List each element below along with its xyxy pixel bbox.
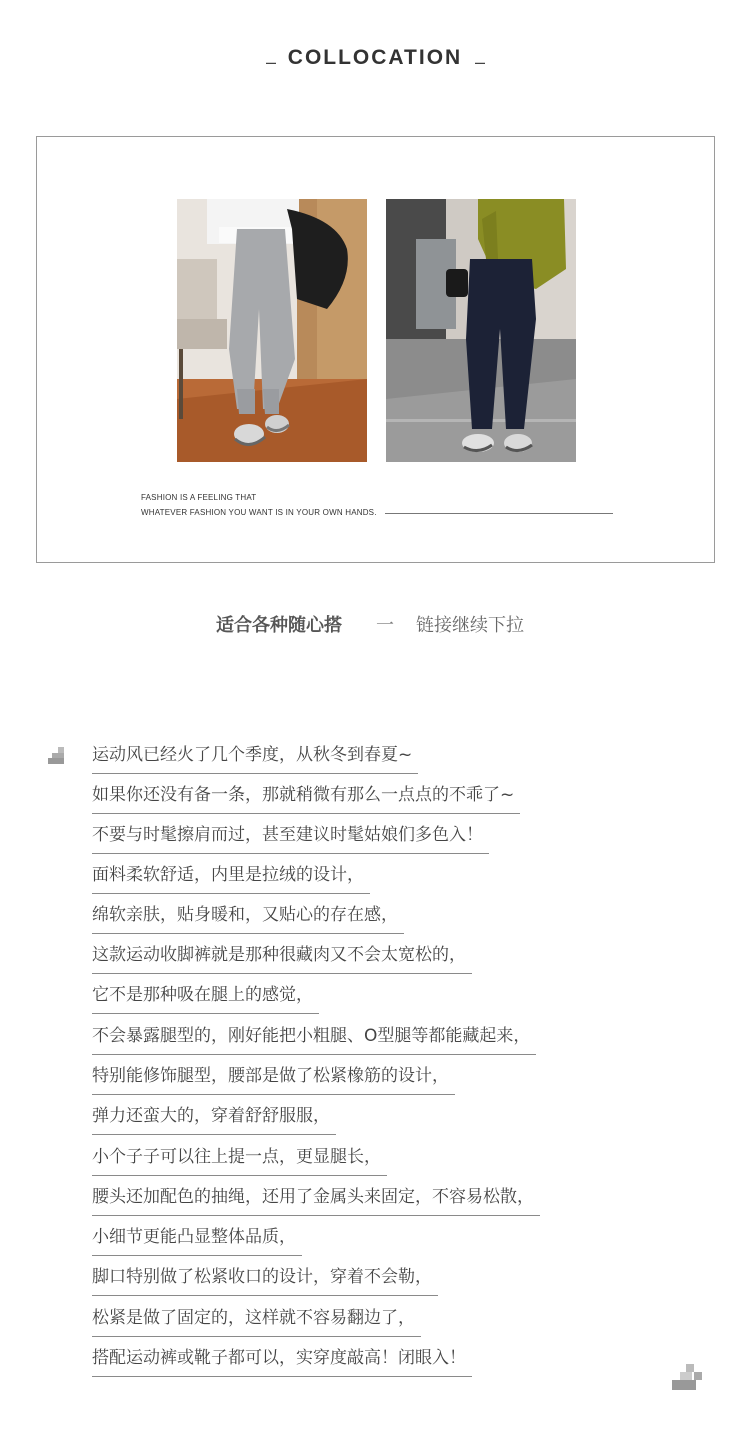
description-line: 特别能修饰腿型，腰部是做了松紧橡筋的设计， (92, 1063, 455, 1095)
fashion-quote-line-2: WHATEVER FASHION YOU WANT IS IN YOUR OWN HANDS. (141, 508, 377, 517)
description-line: 小个子子可以往上提一点，更显腿长， (92, 1144, 387, 1176)
black-jogger-photo (386, 199, 576, 462)
divider-line (385, 513, 613, 514)
pixel-stairs-icon (672, 1364, 704, 1392)
collocation-frame (36, 136, 715, 563)
description-line: 弹力还蛮大的，穿着舒舒服服， (92, 1103, 336, 1135)
subtitle-separator: 一 (376, 615, 394, 636)
description-line: 如果你还没有备一条，那就稍微有那么一点点的不乖了~ (92, 782, 520, 814)
description-line: 不要与时髦擦肩而过，甚至建议时髦姑娘们多色入！ (92, 822, 489, 854)
subtitle-left: 适合各种随心搭 (216, 615, 342, 636)
description-line: 这款运动收脚裤就是那种很藏肉又不会太宽松的， (92, 942, 472, 974)
description-line: 面料柔软舒适，内里是拉绒的设计， (92, 862, 370, 894)
description-line: 运动风已经火了几个季度，从秋冬到春夏~ (92, 742, 418, 774)
description-line: 它不是那种吸在腿上的感觉， (92, 982, 319, 1014)
section-title: COLLOCATION (287, 46, 463, 69)
section-header (0, 44, 750, 80)
fashion-quote-line-1: FASHION IS A FEELING THAT (141, 493, 257, 502)
subtitle-row (0, 611, 750, 637)
description-line: 绵软亲肤，贴身暖和，又贴心的存在感， (92, 902, 404, 934)
subtitle-right: 链接继续下拉 (416, 615, 524, 636)
pixel-stairs-icon (48, 747, 66, 765)
description-line: 小细节更能凸显整体品质， (92, 1224, 302, 1256)
description-line: 不会暴露腿型的，刚好能把小粗腿、O型腿等都能藏起来， (92, 1023, 536, 1055)
header-dash-left: – (266, 52, 277, 72)
header-dash-right: – (475, 52, 486, 72)
grey-jogger-photo (177, 199, 367, 462)
description-line: 松紧是做了固定的，这样就不容易翻边了， (92, 1305, 421, 1337)
description-line: 腰头还加配色的抽绳，还用了金属头来固定，不容易松散， (92, 1184, 540, 1216)
description-line: 脚口特别做了松紧收口的设计，穿着不会勒， (92, 1264, 438, 1296)
description-line: 搭配运动裤或靴子都可以，实穿度敲高！闭眼入！ (92, 1345, 472, 1377)
